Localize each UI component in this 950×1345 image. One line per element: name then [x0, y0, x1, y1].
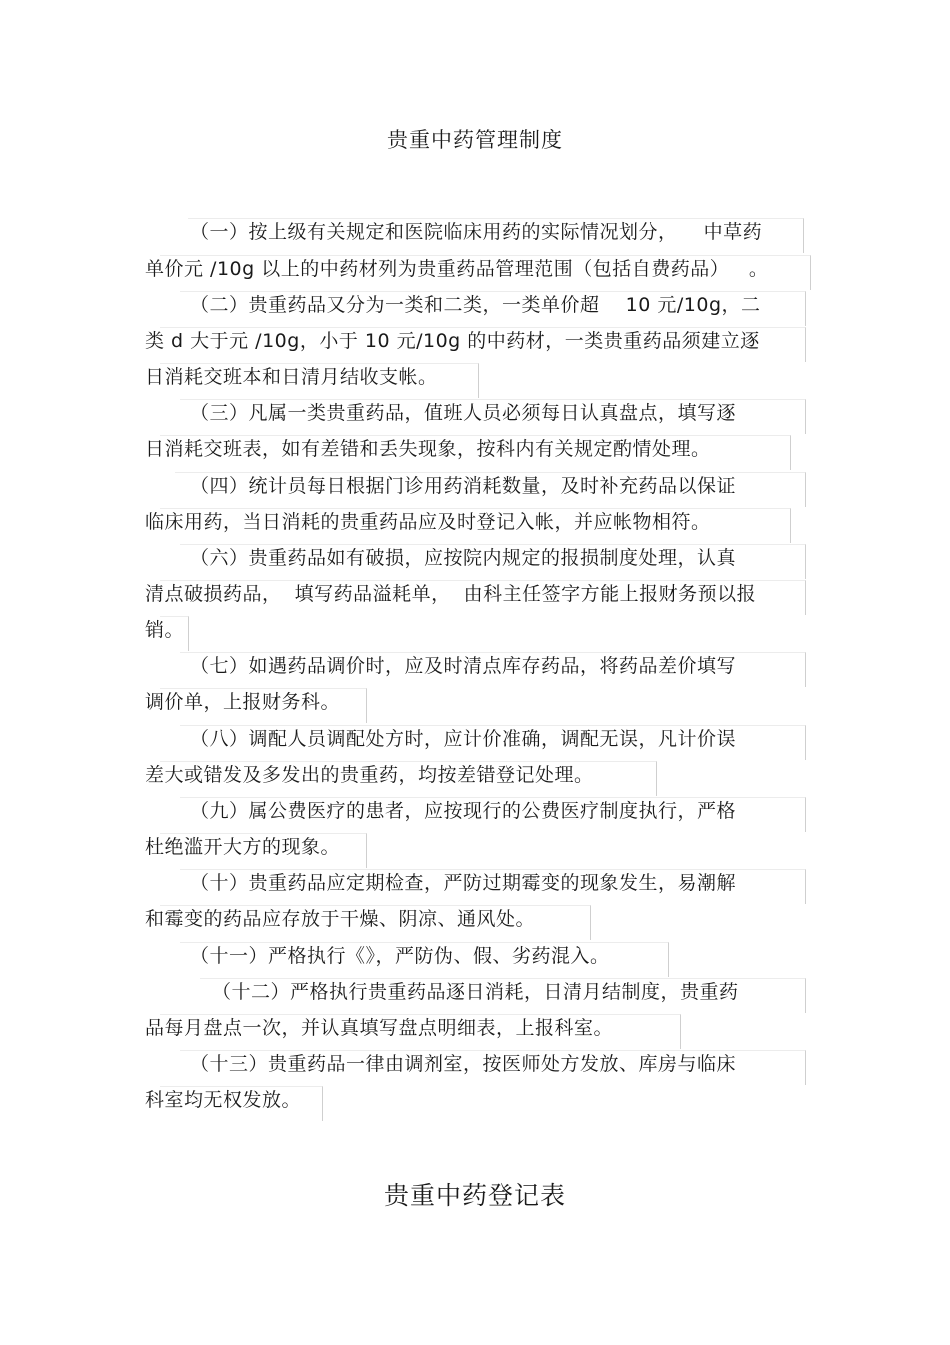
paragraph-10-line-1: （十）贵重药品应定期检查，严防过期霉变的现象发生，易潮解 — [190, 872, 737, 894]
paragraph-6-line-2: 清点破损药品， 填写药品溢耗单， 由科主任签字方能上报财务预以报 — [145, 583, 757, 605]
paragraph-2-line-3: 日消耗交班本和日清月结收支帐。 — [145, 366, 438, 388]
paragraph-12-line-1: （十二）严格执行贵重药品逐日消耗，日清月结制度，贵重药 — [212, 981, 739, 1003]
paragraph-6-line-1: （六）贵重药品如有破损，应按院内规定的报损制度处理，认真 — [190, 547, 737, 569]
document-title: 贵重中药管理制度 — [387, 128, 563, 152]
paragraph-11-line-1: （十一）严格执行《》，严防伪、假、劣药混入。 — [190, 945, 610, 967]
paragraph-13-line-1: （十三）贵重药品一律由调剂室，按医师处方发放、库房与临床 — [190, 1053, 737, 1075]
paragraph-3-line-1: （三）凡属一类贵重药品，值班人员必须每日认真盘点，填写逐 — [190, 402, 737, 424]
paragraph-8-line-2: 差大或错发及多发出的贵重药，均按差错登记处理。 — [145, 764, 594, 786]
paragraph-1-line-1: （一）按上级有关规定和医院临床用药的实际情况划分， 中草药 — [190, 221, 763, 243]
paragraph-8-line-1: （八）调配人员调配处方时，应计价准确，调配无误，凡计价误 — [190, 728, 737, 750]
paragraph-4-line-1: （四）统计员每日根据门诊用药消耗数量，及时补充药品以保证 — [190, 475, 737, 497]
paragraph-1-line-2: 单价元 /10g 以上的中药材列为贵重药品管理范围（包括自费药品） 。 — [145, 258, 769, 280]
paragraph-6-line-3: 销。 — [145, 619, 185, 641]
paragraph-13-line-2: 科室均无权发放。 — [145, 1089, 302, 1111]
paragraph-7-line-2: 调价单，上报财务科。 — [145, 691, 341, 713]
paragraph-9-line-1: （九）属公费医疗的患者，应按现行的公费医疗制度执行，严格 — [190, 800, 737, 822]
paragraph-2-line-2: 类 d 大于元 /10g，小于 10 元/10g 的中药材，一类贵重药品须建立逐 — [145, 330, 760, 352]
paragraph-2-line-1: （二）贵重药品又分为一类和二类，一类单价超 10 元/10g，二 — [190, 294, 761, 316]
register-table-title: 贵重中药登记表 — [383, 1181, 566, 1210]
paragraph-4-line-2: 临床用药，当日消耗的贵重药品应及时登记入帐，并应帐物相符。 — [145, 511, 711, 533]
paragraph-3-line-2: 日消耗交班表，如有差错和丢失现象，按科内有关规定酌情处理。 — [145, 438, 711, 460]
paragraph-7-line-1: （七）如遇药品调价时，应及时清点库存药品，将药品差价填写 — [190, 655, 737, 677]
paragraph-10-line-2: 和霉变的药品应存放于干燥、阴凉、通风处。 — [145, 908, 536, 930]
paragraph-12-line-2: 品每月盘点一次，并认真填写盘点明细表，上报科室。 — [145, 1017, 614, 1039]
paragraph-9-line-2: 杜绝滥开大方的现象。 — [145, 836, 341, 858]
